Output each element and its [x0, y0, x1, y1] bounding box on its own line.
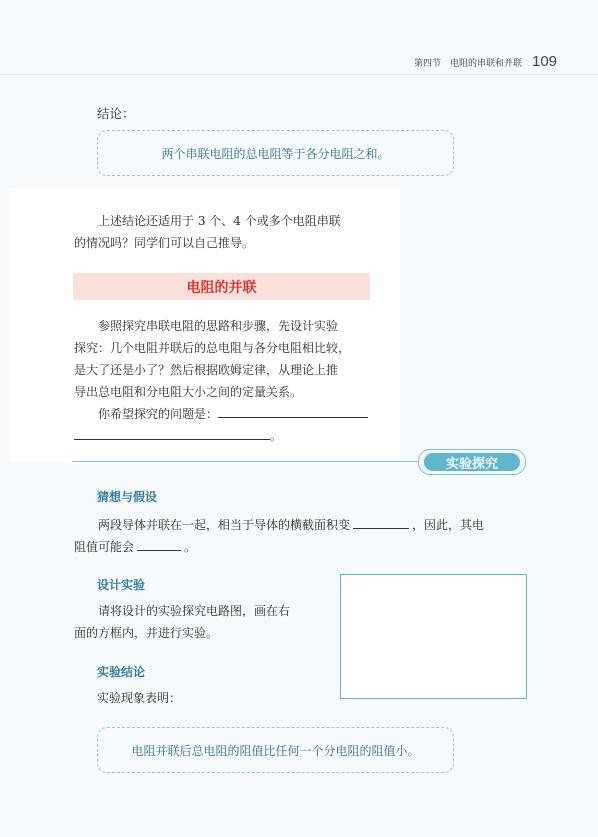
hypothesis-line-2 — [74, 536, 529, 558]
question-blank-1[interactable] — [218, 417, 368, 418]
question-end-mark: 。 — [270, 429, 283, 443]
hypothesis-line-1 — [74, 514, 529, 536]
experiment-divider-line — [72, 461, 420, 462]
intro-line-2: 探究：几个电阻并联后的总电阻与各分电阻相比较， — [74, 341, 351, 355]
conclusion-title: 实验结论 — [97, 665, 146, 679]
chapter-title: 第四节 电阻的串联和并联 — [413, 59, 522, 69]
hypothesis-paragraph — [74, 514, 529, 558]
experiment-pill-label: 实验探究 — [445, 456, 498, 472]
header-rule — [0, 74, 598, 75]
question-blank-2[interactable] — [74, 439, 270, 440]
intro-question-continuation — [74, 425, 374, 447]
page-number: 109 — [532, 53, 558, 70]
experiment-pill-inner — [424, 453, 520, 471]
intro-line-3: 是大了还是小了？然后根据欧姆定律，从理论上推 — [74, 363, 339, 377]
extension-line-2: 的情况吗？同学们可以自己推导。 — [74, 236, 255, 250]
hypothesis-title: 猜想与假设 — [97, 490, 158, 504]
design-line-2: 面的方框内，并进行实验。 — [74, 626, 219, 640]
question-prompt: 你希望探究的问题是： — [98, 407, 219, 421]
hypothesis-blank-1[interactable] — [353, 528, 409, 529]
hypothesis-text-1: 两段导体并联在一起，相当于导体的横截面积变 — [98, 518, 351, 532]
observation-label: 实验现象表明： — [97, 691, 182, 705]
hypothesis-text-4: 。 — [184, 540, 197, 554]
experiment-pill — [418, 449, 526, 475]
intro-paragraph — [74, 315, 374, 447]
hypothesis-blank-2[interactable] — [137, 550, 181, 551]
extension-paragraph — [74, 210, 374, 254]
section-title: 电阻的并联 — [186, 279, 257, 296]
intro-line-4: 导出总电阻和分电阻大小之间的定量关系。 — [74, 385, 303, 399]
conclusion-label: 结论： — [97, 106, 135, 121]
hypothesis-text-2: ，因此，其电 — [412, 518, 485, 532]
design-paragraph — [74, 600, 324, 644]
section-title-banner — [73, 273, 370, 300]
parallel-conclusion-box — [97, 727, 454, 773]
intro-line-1: 参照探究串联电阻的思路和步骤，先设计实验 — [98, 319, 339, 333]
intro-question-line — [74, 403, 374, 425]
design-title: 设计实验 — [97, 578, 146, 592]
series-conclusion-text: 两个串联电阻的总电阻等于各分电阻之和。 — [161, 146, 390, 161]
running-head — [414, 56, 530, 69]
parallel-conclusion-text: 电阻并联后总电阻的阻值比任何一个分电阻的阻值小。 — [131, 743, 420, 758]
hypothesis-text-3: 阻值可能会 — [74, 540, 135, 554]
design-line-1: 请将设计的实验探究电路图，画在右 — [98, 604, 291, 618]
circuit-drawing-box[interactable] — [340, 574, 527, 699]
extension-line-1: 上述结论还适用于 3 个、4 个或多个电阻串联 — [98, 214, 341, 228]
series-conclusion-box — [97, 130, 454, 176]
